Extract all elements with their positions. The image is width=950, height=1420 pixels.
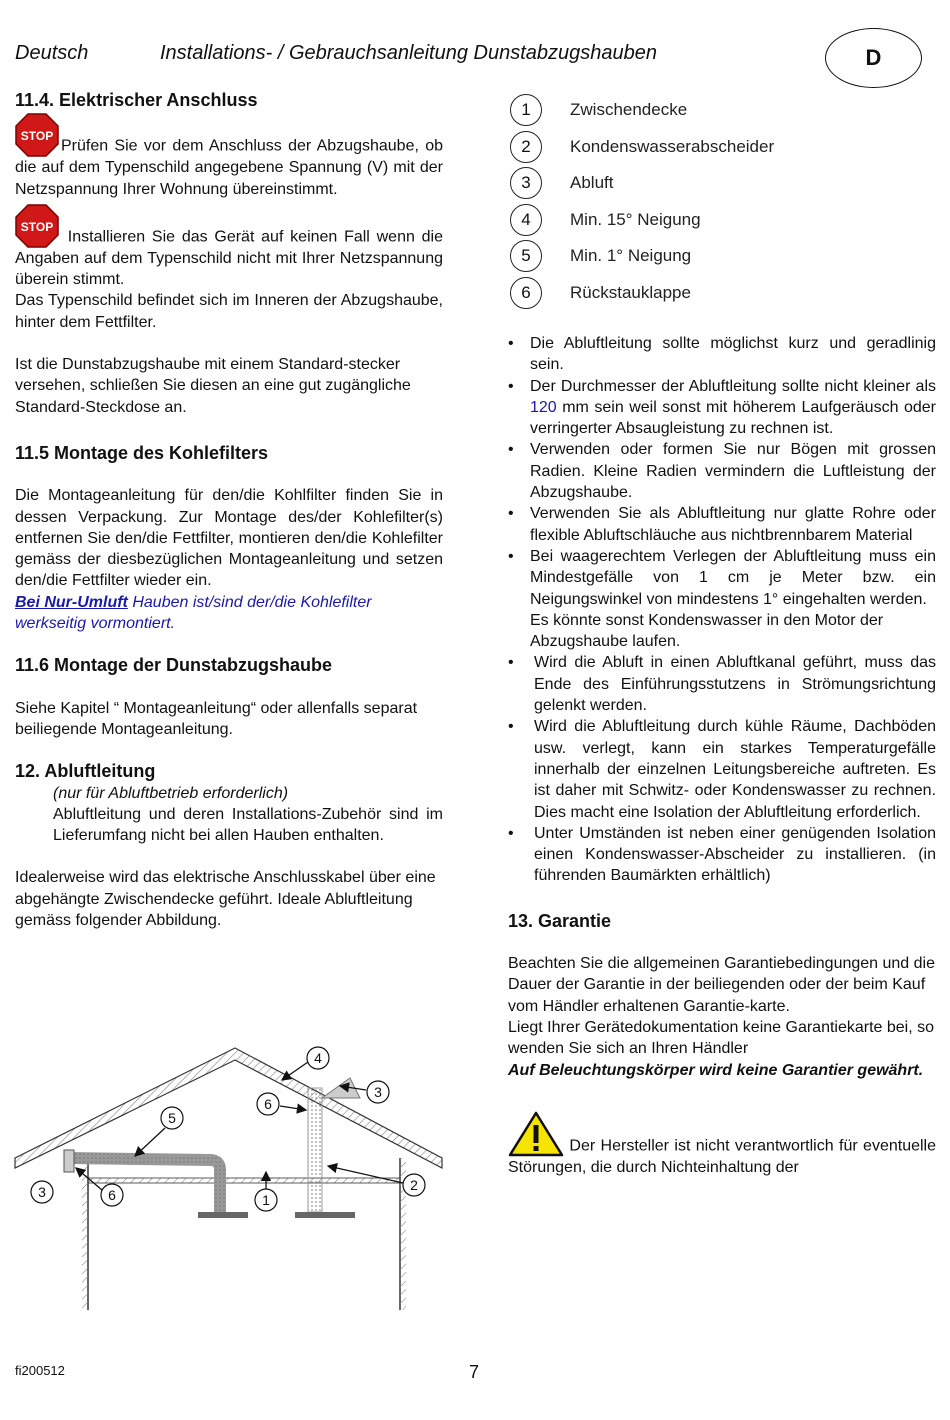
language-badge: D [825, 28, 922, 88]
list-item: • Unter Umständen ist neben einer genügenden Isolation einen Kondenswasser-Abscheider zu installieren. (in führenden Baumärkten erhältlich) [508, 823, 936, 887]
legend-text: Abluft [570, 173, 614, 193]
header-language: Deutsch [15, 42, 89, 64]
legend-number: 4 [510, 204, 542, 236]
section-11-5-title: 11.5 Montage des Kohlefilters [15, 442, 269, 463]
warning-icon [508, 1111, 564, 1157]
s12-subtitle: (nur für Abluftbetrieb erforderlich) [53, 784, 289, 802]
diameter-value: 120 [530, 398, 557, 416]
header-title: Installations- / Gebrauchsanleitung Dunstabzugshauben [160, 42, 657, 64]
figure-callout-1: 1 [262, 1192, 270, 1208]
legend-text: Min. 15° Neigung [570, 209, 701, 229]
s114-para-2: STOP Installieren Sie das Gerät auf keinen Fall wenn die Angaben auf dem Typenschild nicht mit Ihrer Netzspannung überein stimmt. [15, 204, 443, 291]
legend-row [510, 202, 774, 239]
figure-callout-6-left: 6 [108, 1187, 116, 1203]
legend-number: 2 [510, 131, 542, 163]
legend-text: Zwischendecke [570, 100, 688, 120]
figure-callout-6: 6 [264, 1096, 272, 1112]
legend-text: Min. 1° Neigung [570, 246, 692, 266]
s12-para-2: Idealerweise wird das elektrische Anschlusskabel über eine abgehängte Zwischendecke geführt. Ideale Abluftleitung gemäss folgender Abbildung. [15, 869, 436, 930]
list-item-extra: Es könnte sonst Kondenswasser in den Motor der Abzugshaube laufen. [530, 611, 884, 651]
right-column [508, 333, 936, 1178]
legend-row [510, 238, 774, 275]
section-13-title: 13. Garantie [508, 910, 612, 931]
legend-row [510, 129, 774, 166]
legend-number: 5 [510, 240, 542, 272]
list-item: • Wird die Abluftleitung durch kühle Räume, Dachböden usw. verlegt, kann ein starkes Temperaturgefälle innerhalb der einzelnen Leitungsbereiche auftreten. Es ist daher mit Schwitz- oder Kondenswasser zu rechnen. Dies macht eine Isolation der Abluftleitung erforderlich. [508, 716, 936, 822]
list-item: • Der Durchmesser der Abluftleitung sollte nicht kleiner als 120 mm sein weil sonst mit höherem Laufgeräusch oder verringerter Absaugleistung zu rechnen ist. [508, 376, 936, 440]
figure-legend [510, 92, 774, 311]
figure-callout-3-left: 3 [38, 1184, 46, 1200]
s13-para-2: Liegt Ihrer Gerätedokumentation keine Garantiekarte bei, so wenden Sie sich an Ihren Händler [508, 1018, 935, 1058]
stop-sign-label: STOP [20, 129, 54, 144]
legend-row [510, 275, 774, 312]
s114-para-1: STOP Prüfen Sie vor dem Anschluss der Abzugshaube, ob die auf dem Typenschild angegebene Spannung (V) mit der Netzspannung Ihrer Wohnung übereinstimmt. [15, 113, 443, 200]
manufacturer-warning: Der Hersteller ist nicht verantwortlich für eventuelle Störungen, die durch Nichteinhaltung der [508, 1111, 936, 1178]
legend-number: 1 [510, 94, 542, 126]
s115-note: Bei Nur-Umluft Hauben ist/sind der/die Kohlefilter werkseitig vormontiert. [15, 593, 372, 633]
stop-sign-label: STOP [20, 219, 54, 234]
legend-number: 3 [510, 167, 542, 199]
page-number: 7 [469, 1362, 480, 1382]
s12-para-1: Abluftleitung und deren Installations-Zubehör sind im Lieferumfang nicht bei allen Hauben enthalten. [53, 805, 443, 845]
stop-sign-icon [15, 113, 59, 157]
document-code: fi200512 [15, 1363, 65, 1378]
section-12-title: 12. Abluftleitung [15, 761, 156, 782]
s114-para-3: Das Typenschild befindet sich im Inneren der Abzugshaube, hinter dem Fettfilter. [15, 292, 443, 331]
legend-text: Kondenswasserabscheider [570, 136, 775, 156]
list-item: • Wird die Abluft in einen Abluftkanal geführt, muss das Ende des Einführungsstutzens in Strömungsrichtung gelenkt werden. [508, 652, 936, 716]
ventilation-installation-figure [10, 1040, 450, 1320]
section-11-6-title: 11.6 Montage der Dunstabzugshaube [15, 655, 333, 676]
s116-para-1: Siehe Kapitel “ Montageanleitung“ oder allenfalls separat beiliegende Montageanleitung. [15, 699, 418, 738]
legend-row [510, 92, 774, 129]
duct-guidelines-list [508, 333, 936, 887]
legend-number: 6 [510, 277, 542, 309]
figure-callout-4: 4 [314, 1050, 322, 1066]
list-item: • Die Abluftleitung sollte möglichst kurz und geradlinig sein. [508, 333, 936, 376]
list-item: • Verwenden oder formen Sie nur Bögen mit grossen Radien. Kleine Radien vermindern die Luftleistung der Abzugshaube. [508, 439, 936, 503]
s13-para-1: Beachten Sie die allgemeinen Garantiebedingungen und die Dauer der Garantie in der beiliegenden oder der beim Kauf vom Händler erhaltenen Garantie-karte. [508, 955, 935, 1015]
list-item: • Verwenden Sie als Abluftleitung nur glatte Rohre oder flexible Abluftschläuche aus nichtbrennbarem Material [508, 503, 936, 546]
legend-row [510, 165, 774, 202]
figure-callout-5: 5 [168, 1110, 176, 1126]
left-column [15, 90, 443, 931]
stop-sign-icon [15, 204, 59, 248]
s115-para-1: Die Montageanleitung für den/die Kohlfilter finden Sie in dessen Verpackung. Zur Montage des/der Kohlefilter(s) entfernen Sie den/die Fettfilter, montieren den/die Kohlefilter gemäss der diesbezüglichen Montageanleitung und setzen den/die Fettfilter wieder ein. [15, 487, 443, 590]
figure-callout-3: 3 [374, 1084, 382, 1100]
list-item: • Bei waagerechtem Verlegen der Abluftleitung muss ein Mindestgefälle von 1 cm je Meter bzw. ein Neigungswinkel von mindestens 1° eingehalten werden. Es könnte sonst Kondenswasser in den Motor der Abzugshaube laufen. [508, 546, 936, 652]
figure-callout-2: 2 [410, 1177, 418, 1193]
legend-text: Rückstauklappe [570, 282, 691, 302]
section-11-4-title: 11.4. Elektrischer Anschluss [15, 90, 258, 110]
s114-para-4: Ist die Dunstabzugshaube mit einem Standard-stecker versehen, schließen Sie diesen an eine gut zugängliche Standard-Steckdose an. [15, 356, 411, 416]
s13-warranty-exclusion: Auf Beleuchtungskörper wird keine Garantier gewährt. [508, 1061, 924, 1079]
